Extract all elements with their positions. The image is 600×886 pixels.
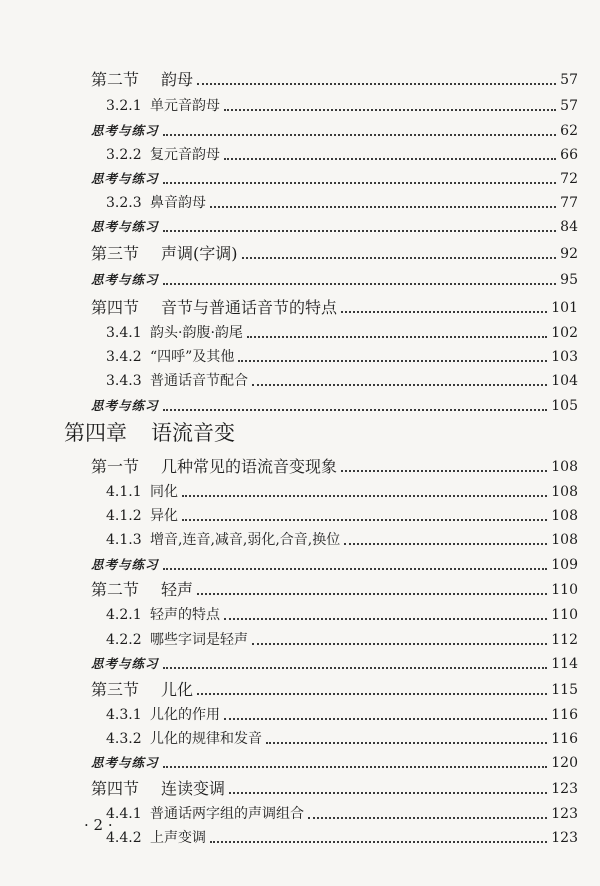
toc-entry-exercise[interactable] <box>0 167 600 191</box>
subsection-heading <box>106 802 304 826</box>
toc-entry-sub[interactable] <box>0 504 600 528</box>
toc-title: 儿化的规律和发音 <box>150 731 262 747</box>
toc-entry-exercise[interactable] <box>0 268 600 292</box>
exercise-heading: 思考与练习 <box>91 219 159 234</box>
dot-leader <box>163 409 547 411</box>
page-ref: 116 <box>551 707 578 723</box>
toc-entry-sub[interactable] <box>0 727 600 751</box>
page-ref: 108 <box>551 532 578 548</box>
toc-label: 第四节 <box>91 298 140 317</box>
toc-entry-sub[interactable] <box>0 191 600 215</box>
dot-leader <box>210 841 547 843</box>
toc-title: 上声变调 <box>150 830 206 846</box>
page-ref: 104 <box>551 373 578 389</box>
exercise-heading: 思考与练习 <box>91 755 159 770</box>
dot-leader <box>210 206 556 208</box>
page-ref: 110 <box>551 582 578 598</box>
dot-leader <box>163 667 547 669</box>
toc-entry-sub[interactable] <box>0 143 600 167</box>
toc-entry-section[interactable] <box>0 578 600 602</box>
toc-label: 第三节 <box>91 244 140 263</box>
page-ref: 108 <box>551 508 578 524</box>
toc-label: 第四节 <box>91 779 140 798</box>
toc-entry-section[interactable] <box>0 455 600 479</box>
toc-number: 4.3.2 <box>106 731 142 747</box>
page-ref: 120 <box>551 755 578 771</box>
dot-leader <box>163 230 556 232</box>
toc-title: 音节与普通话音节的特点 <box>161 298 338 317</box>
subsection-heading <box>106 528 340 552</box>
page-ref: 101 <box>551 300 578 316</box>
toc-entry-chapter[interactable] <box>0 419 600 449</box>
dot-leader <box>242 257 556 259</box>
page-ref: 109 <box>551 557 578 573</box>
dot-leader <box>308 817 547 819</box>
toc-title: 轻声 <box>161 580 194 599</box>
dot-leader <box>163 568 547 570</box>
exercise-heading: 思考与练习 <box>91 272 159 287</box>
page-ref: 66 <box>560 147 578 163</box>
toc-entry-sub[interactable] <box>0 603 600 627</box>
exercise-heading: 思考与练习 <box>91 171 159 186</box>
toc-entry-exercise[interactable] <box>0 394 600 418</box>
page-ref: 77 <box>560 195 578 211</box>
toc-entry-exercise[interactable] <box>0 119 600 143</box>
dot-leader <box>252 643 547 645</box>
page-ref: 110 <box>551 607 578 623</box>
page-ref: 105 <box>551 398 578 414</box>
toc-label: 第四章 <box>64 421 127 445</box>
page-ref: 123 <box>551 830 578 846</box>
toc-title: 普通话两字组的声调组合 <box>150 806 304 822</box>
subsection-heading <box>106 603 220 627</box>
page-ref: 57 <box>560 72 578 88</box>
page-ref: 116 <box>551 731 578 747</box>
toc-title: 复元音韵母 <box>150 147 220 163</box>
dot-leader <box>224 109 556 111</box>
subsection-heading <box>106 321 243 345</box>
subsection-heading <box>106 703 220 727</box>
dot-leader <box>247 336 547 338</box>
section-heading <box>91 777 225 801</box>
toc-entry-exercise[interactable] <box>0 652 600 676</box>
dot-leader <box>344 543 547 545</box>
page-ref: 102 <box>551 325 578 341</box>
subsection-heading <box>106 727 262 751</box>
dot-leader <box>197 593 547 595</box>
toc-entry-exercise[interactable] <box>0 215 600 239</box>
toc-number: 4.1.3 <box>106 532 142 548</box>
toc-number: 4.1.1 <box>106 484 142 500</box>
toc-title: 增音,连音,减音,弱化,合音,换位 <box>150 532 341 548</box>
dot-leader <box>238 360 547 362</box>
section-heading <box>91 68 193 92</box>
page-ref: 57 <box>560 98 578 114</box>
section-heading <box>91 242 238 266</box>
section-heading <box>91 296 337 320</box>
exercise-heading: 思考与练习 <box>91 557 159 572</box>
dot-leader <box>224 718 547 720</box>
page-number: · 2 · <box>84 816 113 834</box>
page-ref: 103 <box>551 349 578 365</box>
toc-title: 异化 <box>150 508 178 524</box>
toc-entry-sub[interactable] <box>0 628 600 652</box>
dot-leader <box>163 766 547 768</box>
page-ref: 95 <box>560 272 578 288</box>
section-heading <box>91 455 337 479</box>
toc-entry-section[interactable] <box>0 678 600 702</box>
toc-title: 几种常见的语流音变现象 <box>161 457 338 476</box>
toc-entry-section[interactable] <box>0 777 600 801</box>
page-ref: 84 <box>560 219 578 235</box>
page-ref: 92 <box>560 246 578 262</box>
toc-title: 哪些字词是轻声 <box>150 632 248 648</box>
dot-leader <box>224 158 556 160</box>
toc-number: 3.2.1 <box>106 98 142 114</box>
dot-leader <box>266 742 547 744</box>
toc-label: 第二节 <box>91 70 140 89</box>
subsection-heading <box>106 369 248 393</box>
toc-entry-exercise[interactable] <box>0 751 600 775</box>
dot-leader <box>163 134 556 136</box>
toc-label: 第一节 <box>91 457 140 476</box>
subsection-heading <box>106 191 206 215</box>
toc-entry-sub[interactable] <box>0 528 600 552</box>
toc-title: 韵头·韵腹·韵尾 <box>150 325 243 341</box>
toc-title: 语流音变 <box>151 421 235 445</box>
toc-number: 4.2.2 <box>106 632 142 648</box>
dot-leader <box>229 792 547 794</box>
toc-entry-section[interactable] <box>0 242 600 266</box>
dot-leader <box>182 495 547 497</box>
toc-entry-sub[interactable] <box>0 345 600 369</box>
toc-number: 4.4.1 <box>106 806 142 822</box>
page-ref: 123 <box>551 781 578 797</box>
toc-entry-sub[interactable] <box>0 369 600 393</box>
exercise-heading: 思考与练习 <box>91 123 159 138</box>
toc-entry-section[interactable] <box>0 68 600 92</box>
toc-title: 单元音韵母 <box>150 98 220 114</box>
page-ref: 108 <box>551 459 578 475</box>
toc-label: 第三节 <box>91 680 140 699</box>
subsection-heading <box>106 480 178 504</box>
dot-leader <box>341 470 547 472</box>
subsection-heading <box>106 345 234 369</box>
toc-title: 鼻音韵母 <box>150 195 206 211</box>
page-ref: 72 <box>560 171 578 187</box>
toc-number: 4.4.2 <box>106 830 142 846</box>
exercise-heading: 思考与练习 <box>91 656 159 671</box>
section-heading <box>91 678 193 702</box>
toc-entry-exercise[interactable] <box>0 553 600 577</box>
page-ref: 112 <box>551 632 578 648</box>
page-ref: 62 <box>560 123 578 139</box>
page-ref: 108 <box>551 484 578 500</box>
toc-title: 轻声的特点 <box>150 607 220 623</box>
subsection-heading <box>106 504 178 528</box>
dot-leader <box>182 519 547 521</box>
toc-number: 3.4.1 <box>106 325 142 341</box>
toc-number: 3.4.3 <box>106 373 142 389</box>
subsection-heading <box>106 94 220 118</box>
subsection-heading <box>106 628 248 652</box>
subsection-heading <box>106 826 206 850</box>
dot-leader <box>252 384 547 386</box>
section-heading <box>91 578 193 602</box>
toc-number: 3.2.3 <box>106 195 142 211</box>
toc-number: 3.2.2 <box>106 147 142 163</box>
dot-leader <box>197 83 556 85</box>
dot-leader <box>163 283 556 285</box>
page-ref: 114 <box>551 656 578 672</box>
page-ref: 123 <box>551 806 578 822</box>
toc-number: 4.1.2 <box>106 508 142 524</box>
dot-leader <box>341 311 547 313</box>
toc-label: 第二节 <box>91 580 140 599</box>
toc-number: 3.4.2 <box>106 349 142 365</box>
page-ref: 115 <box>551 682 578 698</box>
toc-entry-sub[interactable] <box>0 94 600 118</box>
exercise-heading: 思考与练习 <box>91 398 159 413</box>
toc-title: 连读变调 <box>161 779 226 798</box>
toc-entry-sub[interactable] <box>0 703 600 727</box>
toc-entry-sub[interactable] <box>0 480 600 504</box>
toc-title: 韵母 <box>161 70 194 89</box>
toc-entry-section[interactable] <box>0 296 600 320</box>
toc-title: 儿化的作用 <box>150 707 220 723</box>
subsection-heading <box>106 143 220 167</box>
toc-title: 声调(字调) <box>161 244 238 263</box>
dot-leader <box>224 618 547 620</box>
toc-title: 同化 <box>150 484 178 500</box>
dot-leader <box>163 182 556 184</box>
toc-entry-sub[interactable] <box>0 321 600 345</box>
toc-title: “四呼”及其他 <box>150 349 235 365</box>
dot-leader <box>197 693 547 695</box>
toc-number: 4.3.1 <box>106 707 142 723</box>
toc-number: 4.2.1 <box>106 607 142 623</box>
toc-title: 儿化 <box>161 680 194 699</box>
toc-title: 普通话音节配合 <box>150 373 248 389</box>
chapter-heading <box>64 419 235 447</box>
